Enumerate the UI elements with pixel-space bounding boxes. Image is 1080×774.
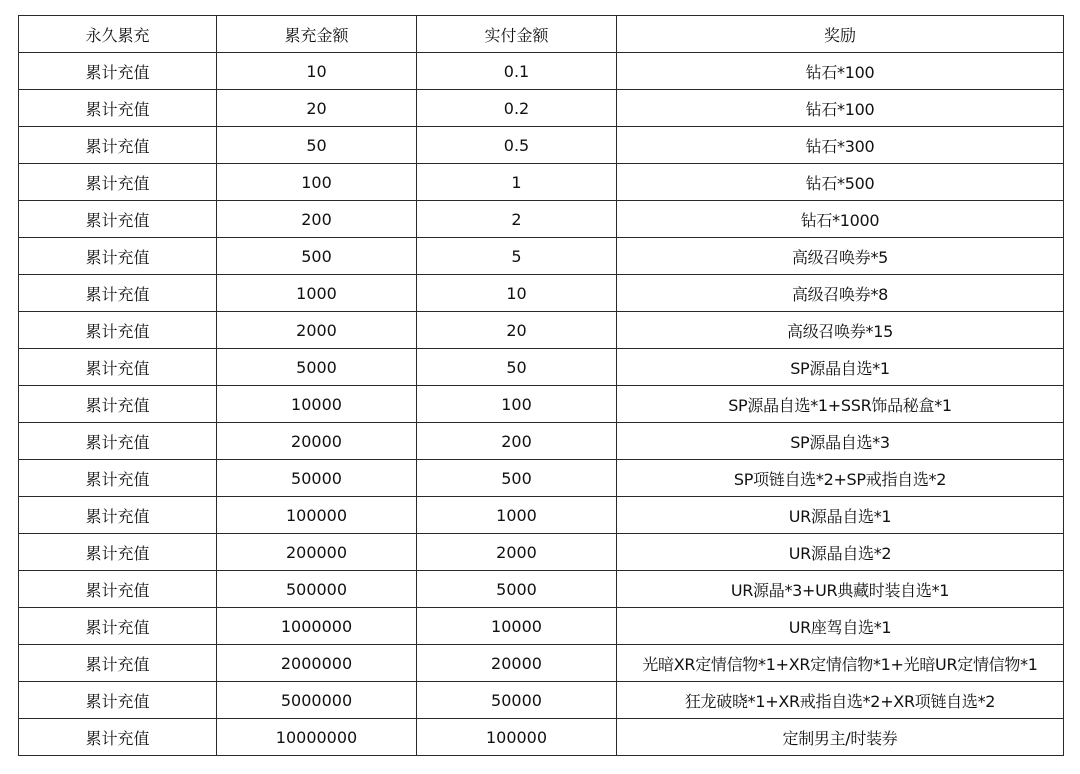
header-row [19, 16, 1064, 53]
cell-paid-amount: 0.2 [417, 90, 617, 127]
cell-paid-amount: 500 [417, 460, 617, 497]
table-row [19, 275, 1064, 312]
cell-paid-amount: 5 [417, 238, 617, 275]
cell-type: 累计充值 [19, 275, 217, 312]
cell-type: 累计充值 [19, 386, 217, 423]
cell-type: 累计充值 [19, 53, 217, 90]
cell-type: 累计充值 [19, 238, 217, 275]
cell-paid-amount: 20000 [417, 645, 617, 682]
cell-reward: 钻石*100 [617, 53, 1064, 90]
cell-paid-amount: 0.1 [417, 53, 617, 90]
cell-type: 累计充值 [19, 90, 217, 127]
header-reward: 奖励 [617, 16, 1064, 53]
cell-reward: 钻石*100 [617, 90, 1064, 127]
table-header [19, 16, 1064, 53]
cell-type: 累计充值 [19, 312, 217, 349]
cell-cumulative-amount: 20 [217, 90, 417, 127]
cell-reward: SP源晶自选*1+SSR饰品秘盒*1 [617, 386, 1064, 423]
table-row [19, 386, 1064, 423]
header-cumulative-amount: 累充金额 [217, 16, 417, 53]
cell-type: 累计充值 [19, 460, 217, 497]
table-row [19, 571, 1064, 608]
cell-reward: 钻石*1000 [617, 201, 1064, 238]
cell-cumulative-amount: 10000 [217, 386, 417, 423]
cell-paid-amount: 50 [417, 349, 617, 386]
cell-type: 累计充值 [19, 497, 217, 534]
cell-paid-amount: 50000 [417, 682, 617, 719]
cell-reward: UR源晶自选*1 [617, 497, 1064, 534]
table-row [19, 164, 1064, 201]
table-row [19, 312, 1064, 349]
table-row [19, 682, 1064, 719]
table-row [19, 127, 1064, 164]
cell-reward: 高级召唤券*8 [617, 275, 1064, 312]
cell-type: 累计充值 [19, 682, 217, 719]
cell-paid-amount: 2 [417, 201, 617, 238]
table-row [19, 534, 1064, 571]
cell-type: 累计充值 [19, 645, 217, 682]
cell-cumulative-amount: 200000 [217, 534, 417, 571]
cell-paid-amount: 10 [417, 275, 617, 312]
cell-type: 累计充值 [19, 201, 217, 238]
cell-reward: 钻石*300 [617, 127, 1064, 164]
cell-reward: UR源晶*3+UR典藏时装自选*1 [617, 571, 1064, 608]
table-row [19, 53, 1064, 90]
cell-paid-amount: 1 [417, 164, 617, 201]
cell-paid-amount: 100 [417, 386, 617, 423]
cell-paid-amount: 5000 [417, 571, 617, 608]
cell-cumulative-amount: 2000000 [217, 645, 417, 682]
cell-reward: 钻石*500 [617, 164, 1064, 201]
cell-type: 累计充值 [19, 608, 217, 645]
cell-paid-amount: 0.5 [417, 127, 617, 164]
cell-reward: UR座驾自选*1 [617, 608, 1064, 645]
cell-cumulative-amount: 10000000 [217, 719, 417, 756]
cell-reward: 高级召唤券*15 [617, 312, 1064, 349]
cell-paid-amount: 10000 [417, 608, 617, 645]
cell-reward: 高级召唤券*5 [617, 238, 1064, 275]
cell-paid-amount: 1000 [417, 497, 617, 534]
cell-type: 累计充值 [19, 127, 217, 164]
table-row [19, 719, 1064, 756]
cell-cumulative-amount: 1000000 [217, 608, 417, 645]
cell-reward: SP源晶自选*3 [617, 423, 1064, 460]
cell-cumulative-amount: 500 [217, 238, 417, 275]
cell-type: 累计充值 [19, 719, 217, 756]
cell-cumulative-amount: 10 [217, 53, 417, 90]
cell-type: 累计充值 [19, 349, 217, 386]
cell-cumulative-amount: 2000 [217, 312, 417, 349]
cell-paid-amount: 20 [417, 312, 617, 349]
table-body [19, 53, 1064, 756]
recharge-reward-table-container [18, 15, 1063, 756]
cell-cumulative-amount: 500000 [217, 571, 417, 608]
table-row [19, 608, 1064, 645]
cell-cumulative-amount: 5000000 [217, 682, 417, 719]
table-row [19, 645, 1064, 682]
cell-paid-amount: 200 [417, 423, 617, 460]
cell-paid-amount: 2000 [417, 534, 617, 571]
table-row [19, 497, 1064, 534]
cell-cumulative-amount: 200 [217, 201, 417, 238]
cell-reward: 狂龙破晓*1+XR戒指自选*2+XR项链自选*2 [617, 682, 1064, 719]
cell-type: 累计充值 [19, 164, 217, 201]
table-row [19, 201, 1064, 238]
table-row [19, 349, 1064, 386]
cell-reward: 定制男主/时装券 [617, 719, 1064, 756]
cell-cumulative-amount: 100 [217, 164, 417, 201]
table-row [19, 90, 1064, 127]
cell-cumulative-amount: 1000 [217, 275, 417, 312]
header-paid-amount: 实付金额 [417, 16, 617, 53]
table-row [19, 460, 1064, 497]
cell-reward: SP源晶自选*1 [617, 349, 1064, 386]
cell-paid-amount: 100000 [417, 719, 617, 756]
header-type: 永久累充 [19, 16, 217, 53]
cell-reward: SP项链自选*2+SP戒指自选*2 [617, 460, 1064, 497]
table-row [19, 423, 1064, 460]
table-row [19, 238, 1064, 275]
cell-type: 累计充值 [19, 571, 217, 608]
cell-cumulative-amount: 100000 [217, 497, 417, 534]
cell-cumulative-amount: 50000 [217, 460, 417, 497]
cell-reward: 光暗XR定情信物*1+XR定情信物*1+光暗UR定情信物*1 [617, 645, 1064, 682]
cell-cumulative-amount: 5000 [217, 349, 417, 386]
cell-reward: UR源晶自选*2 [617, 534, 1064, 571]
cell-cumulative-amount: 50 [217, 127, 417, 164]
recharge-reward-table [18, 15, 1064, 756]
cell-type: 累计充值 [19, 534, 217, 571]
cell-type: 累计充值 [19, 423, 217, 460]
cell-cumulative-amount: 20000 [217, 423, 417, 460]
